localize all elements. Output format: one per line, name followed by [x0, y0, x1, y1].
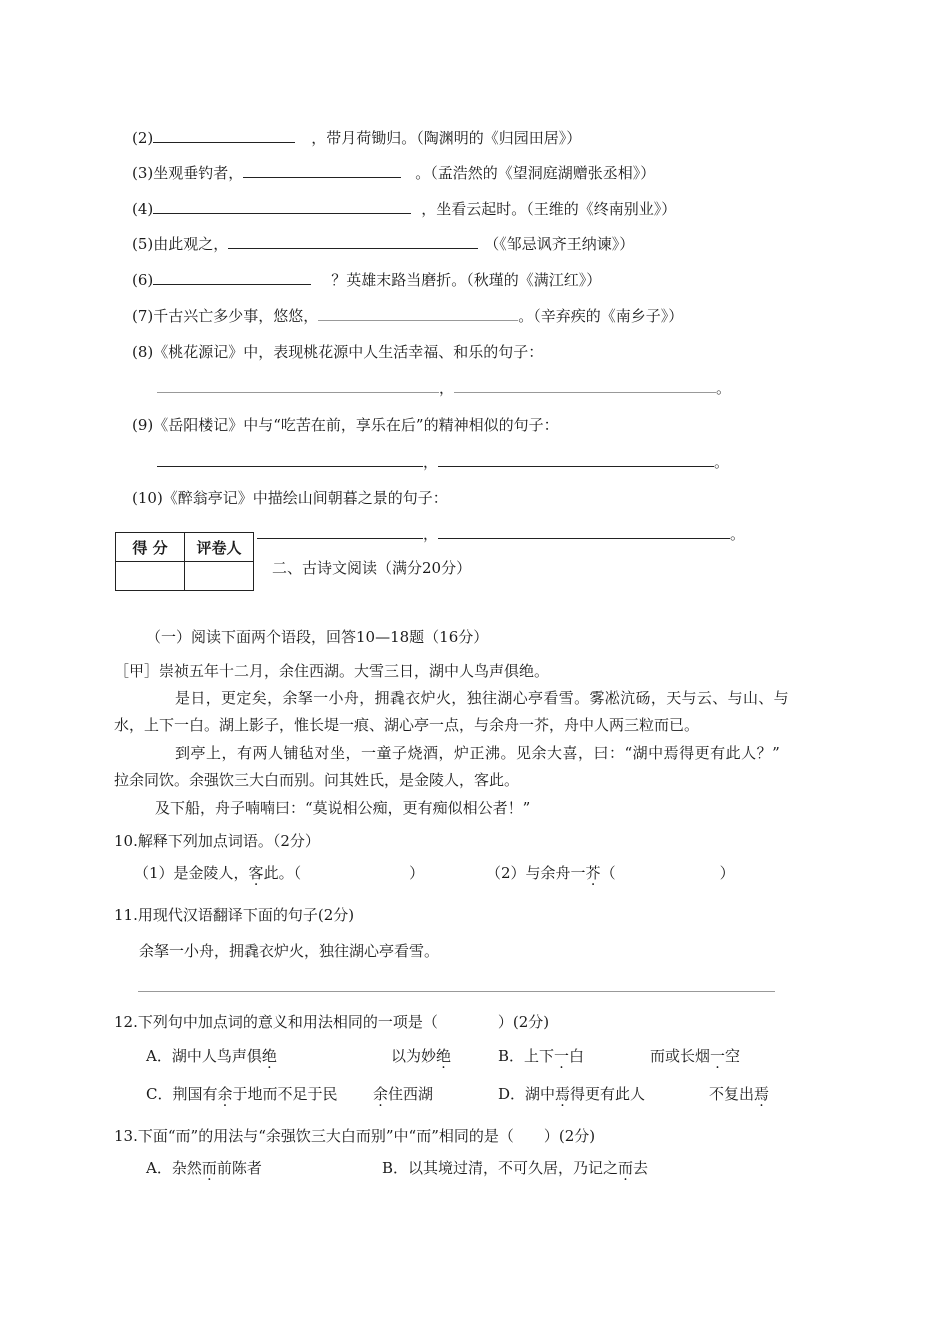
passage-intro: （一）阅读下面两个语段，回答10—18题（16分） [146, 628, 489, 646]
q13-a-suffix: 前陈者 [216, 1159, 262, 1177]
q13-a-dotted: 而 [201, 1159, 217, 1177]
q8-comma: ， [439, 379, 455, 397]
q5-prefix: (5)由此观之， [132, 235, 229, 253]
q8-period: 。 [716, 379, 732, 397]
q10-blank-1[interactable] [257, 524, 423, 539]
q10-title: 10.解释下列加点词语。（2分） [114, 832, 320, 850]
recite-q9-prompt: (9)《岳阳楼记》中与“吃苦在前，享乐在后”的精神相似的句子： [132, 416, 559, 434]
q3-answer-blank[interactable] [243, 163, 401, 178]
q7-answer-blank[interactable] [318, 306, 518, 321]
q3-text: 。（孟浩然的《望洞庭湖赠张丞相》） [415, 164, 656, 182]
q10-b-dotted: 芥 [585, 864, 601, 882]
q13-b-suffix: 去 [633, 1159, 649, 1177]
q10-a-close: ） [409, 864, 425, 882]
recite-q10-prompt: (10)《醉翁亭记》中描绘山间朝暮之景的句子： [132, 489, 448, 507]
q12-d2-prefix: 不复出 [709, 1085, 755, 1103]
q3-prefix: (3)坐观垂钓者， [132, 164, 244, 182]
q12-c2-dotted: 余 [373, 1085, 389, 1103]
q12-b-prefix: B．上下 [498, 1047, 555, 1065]
q12-b-dotted: 一 [554, 1047, 570, 1065]
score-cell[interactable] [116, 562, 185, 591]
q10-b-suffix: （ [600, 864, 616, 882]
q12-a2-dotted: 绝 [436, 1047, 452, 1065]
q12-option-b [498, 1046, 584, 1066]
q12-d2-dotted: 焉 [754, 1085, 770, 1103]
q2-number: (2) [132, 129, 154, 147]
q12-b2-suffix: 空 [725, 1047, 741, 1065]
q10-item-2 [486, 863, 735, 883]
q12-title: 12.下列句中加点词的意义和用法相同的一项是（ ）(2分) [114, 1013, 550, 1031]
q4-text: ，坐看云起时。（王维的《终南别业》） [421, 200, 677, 218]
q9-period: 。 [714, 453, 730, 471]
q4-answer-blank[interactable] [153, 199, 411, 214]
q12-option-c [146, 1084, 338, 1104]
recite-q4 [132, 199, 676, 219]
q12-c-suffix: 于地而不足于民 [232, 1085, 338, 1103]
q13-b-dotted: 而 [618, 1159, 634, 1177]
q5-answer-blank[interactable] [228, 234, 478, 249]
q5-text: （《邹忌讽齐王纳谏》） [484, 235, 635, 253]
q11-title: 11.用现代汉语翻译下面的句子(2分) [114, 906, 355, 924]
q12-d-prefix: D．湖中 [498, 1085, 556, 1103]
q10-a-dotted: 客 [248, 864, 264, 882]
q12-c-dotted: 余 [217, 1085, 233, 1103]
recite-q6 [132, 270, 601, 290]
q10-a-suffix: 此。（ [263, 864, 302, 882]
recite-q8-prompt: (8)《桃花源记》中，表现桃花源中人生活幸福、和乐的句子： [132, 343, 544, 361]
q12-d-dotted: 焉 [555, 1085, 571, 1103]
q12-option-a-2 [391, 1046, 451, 1066]
q12-b-suffix: 白 [569, 1047, 585, 1065]
q10-blank-2[interactable] [438, 524, 730, 539]
q12-a-dotted: 绝 [261, 1047, 277, 1065]
recite-q8-answer-line [157, 378, 731, 398]
q12-option-d [498, 1084, 645, 1104]
recite-q3 [132, 163, 655, 183]
q12-option-d-2 [709, 1084, 769, 1104]
q12-c-prefix: C．荆国有 [146, 1085, 218, 1103]
grader-cell[interactable] [185, 562, 254, 591]
score-header: 得 分 [116, 533, 185, 562]
q12-option-a [146, 1046, 277, 1066]
q13-a-prefix: A．杂然 [146, 1159, 202, 1177]
q9-blank-1[interactable] [157, 452, 423, 467]
q8-blank-2[interactable] [454, 378, 716, 393]
recite-q2 [132, 128, 581, 148]
q12-d-suffix: 得更有此人 [570, 1085, 646, 1103]
q9-blank-2[interactable] [438, 452, 714, 467]
recite-q7 [132, 306, 683, 326]
q6-text: ？英雄末路当磨折。（秋瑾的《满江红》） [331, 271, 602, 289]
q11-sentence: 余拏一小舟，拥毳衣炉火，独往湖心亭看雪。 [139, 942, 440, 960]
q9-comma: ， [423, 453, 439, 471]
section-title: 二、古诗文阅读（满分20分） [272, 559, 472, 577]
passage-line-5: 拉余同饮。余强饮三大白而别。问其姓氏，是金陵人，客此。 [114, 771, 520, 789]
grader-header: 评卷人 [185, 533, 254, 562]
q8-blank-1[interactable] [157, 378, 439, 393]
q6-number: (6) [132, 271, 154, 289]
q2-answer-blank[interactable] [153, 128, 295, 143]
q4-number: (4) [132, 200, 154, 218]
q13-option-a [146, 1158, 262, 1178]
q12-a2-prefix: 以为妙 [391, 1047, 437, 1065]
recite-q10-answer-line [257, 524, 745, 544]
q10-period: 。 [730, 525, 746, 543]
q2-text: ，带月荷锄归。（陶渊明的《归园田居》） [311, 129, 582, 147]
q7-text: 。（辛弃疾的《南乡子》） [518, 307, 684, 325]
q12-option-b-2 [650, 1046, 740, 1066]
recite-q9-answer-line [157, 452, 729, 472]
q11-answer-line[interactable] [138, 991, 775, 992]
q12-b2-dotted: 一 [710, 1047, 726, 1065]
q6-answer-blank[interactable] [153, 270, 311, 285]
q12-c2-suffix: 住西湖 [388, 1085, 434, 1103]
q12-a-prefix: A．湖中人鸟声俱 [146, 1047, 262, 1065]
score-table [115, 532, 254, 591]
recite-q5 [132, 234, 634, 254]
q13-title: 13.下面“而”的用法与“余强饮三大白而别”中“而”相同的是（ ）(2分) [114, 1127, 596, 1145]
q10-a-prefix: （1）是金陵人， [134, 864, 249, 882]
passage-line-3: 水，上下一白。湖上影子，惟长堤一痕、湖心亭一点，与余舟一芥，舟中人两三粒而已。 [114, 716, 700, 734]
q10-b-prefix: （2）与余舟一 [486, 864, 586, 882]
q13-b-prefix: B．以其境过清，不可久居，乃记之 [382, 1159, 619, 1177]
q12-b2-prefix: 而或长烟 [650, 1047, 711, 1065]
passage-line-4: 到亭上，有两人铺毡对坐，一童子烧酒，炉正沸。见余大喜，曰：“湖中焉得更有此人？” [175, 744, 781, 762]
q12-option-c-2 [373, 1084, 433, 1104]
q10-item-1 [134, 863, 424, 883]
q13-option-b [382, 1158, 648, 1178]
passage-line-2: 是日，更定矣，余拏一小舟，拥毳衣炉火，独往湖心亭看雪。雾凇沆砀，天与云、与山、与 [175, 689, 790, 707]
passage-line-6: 及下船，舟子喃喃曰：“莫说相公痴，更有痴似相公者！” [155, 799, 531, 817]
passage-line-1: ［甲］崇祯五年十二月，余住西湖。大雪三日，湖中人鸟声俱绝。 [114, 662, 550, 680]
q7-prefix: (7)千古兴亡多少事，悠悠， [132, 307, 319, 325]
q10-b-close: ） [719, 864, 735, 882]
q10-comma: ， [423, 525, 439, 543]
